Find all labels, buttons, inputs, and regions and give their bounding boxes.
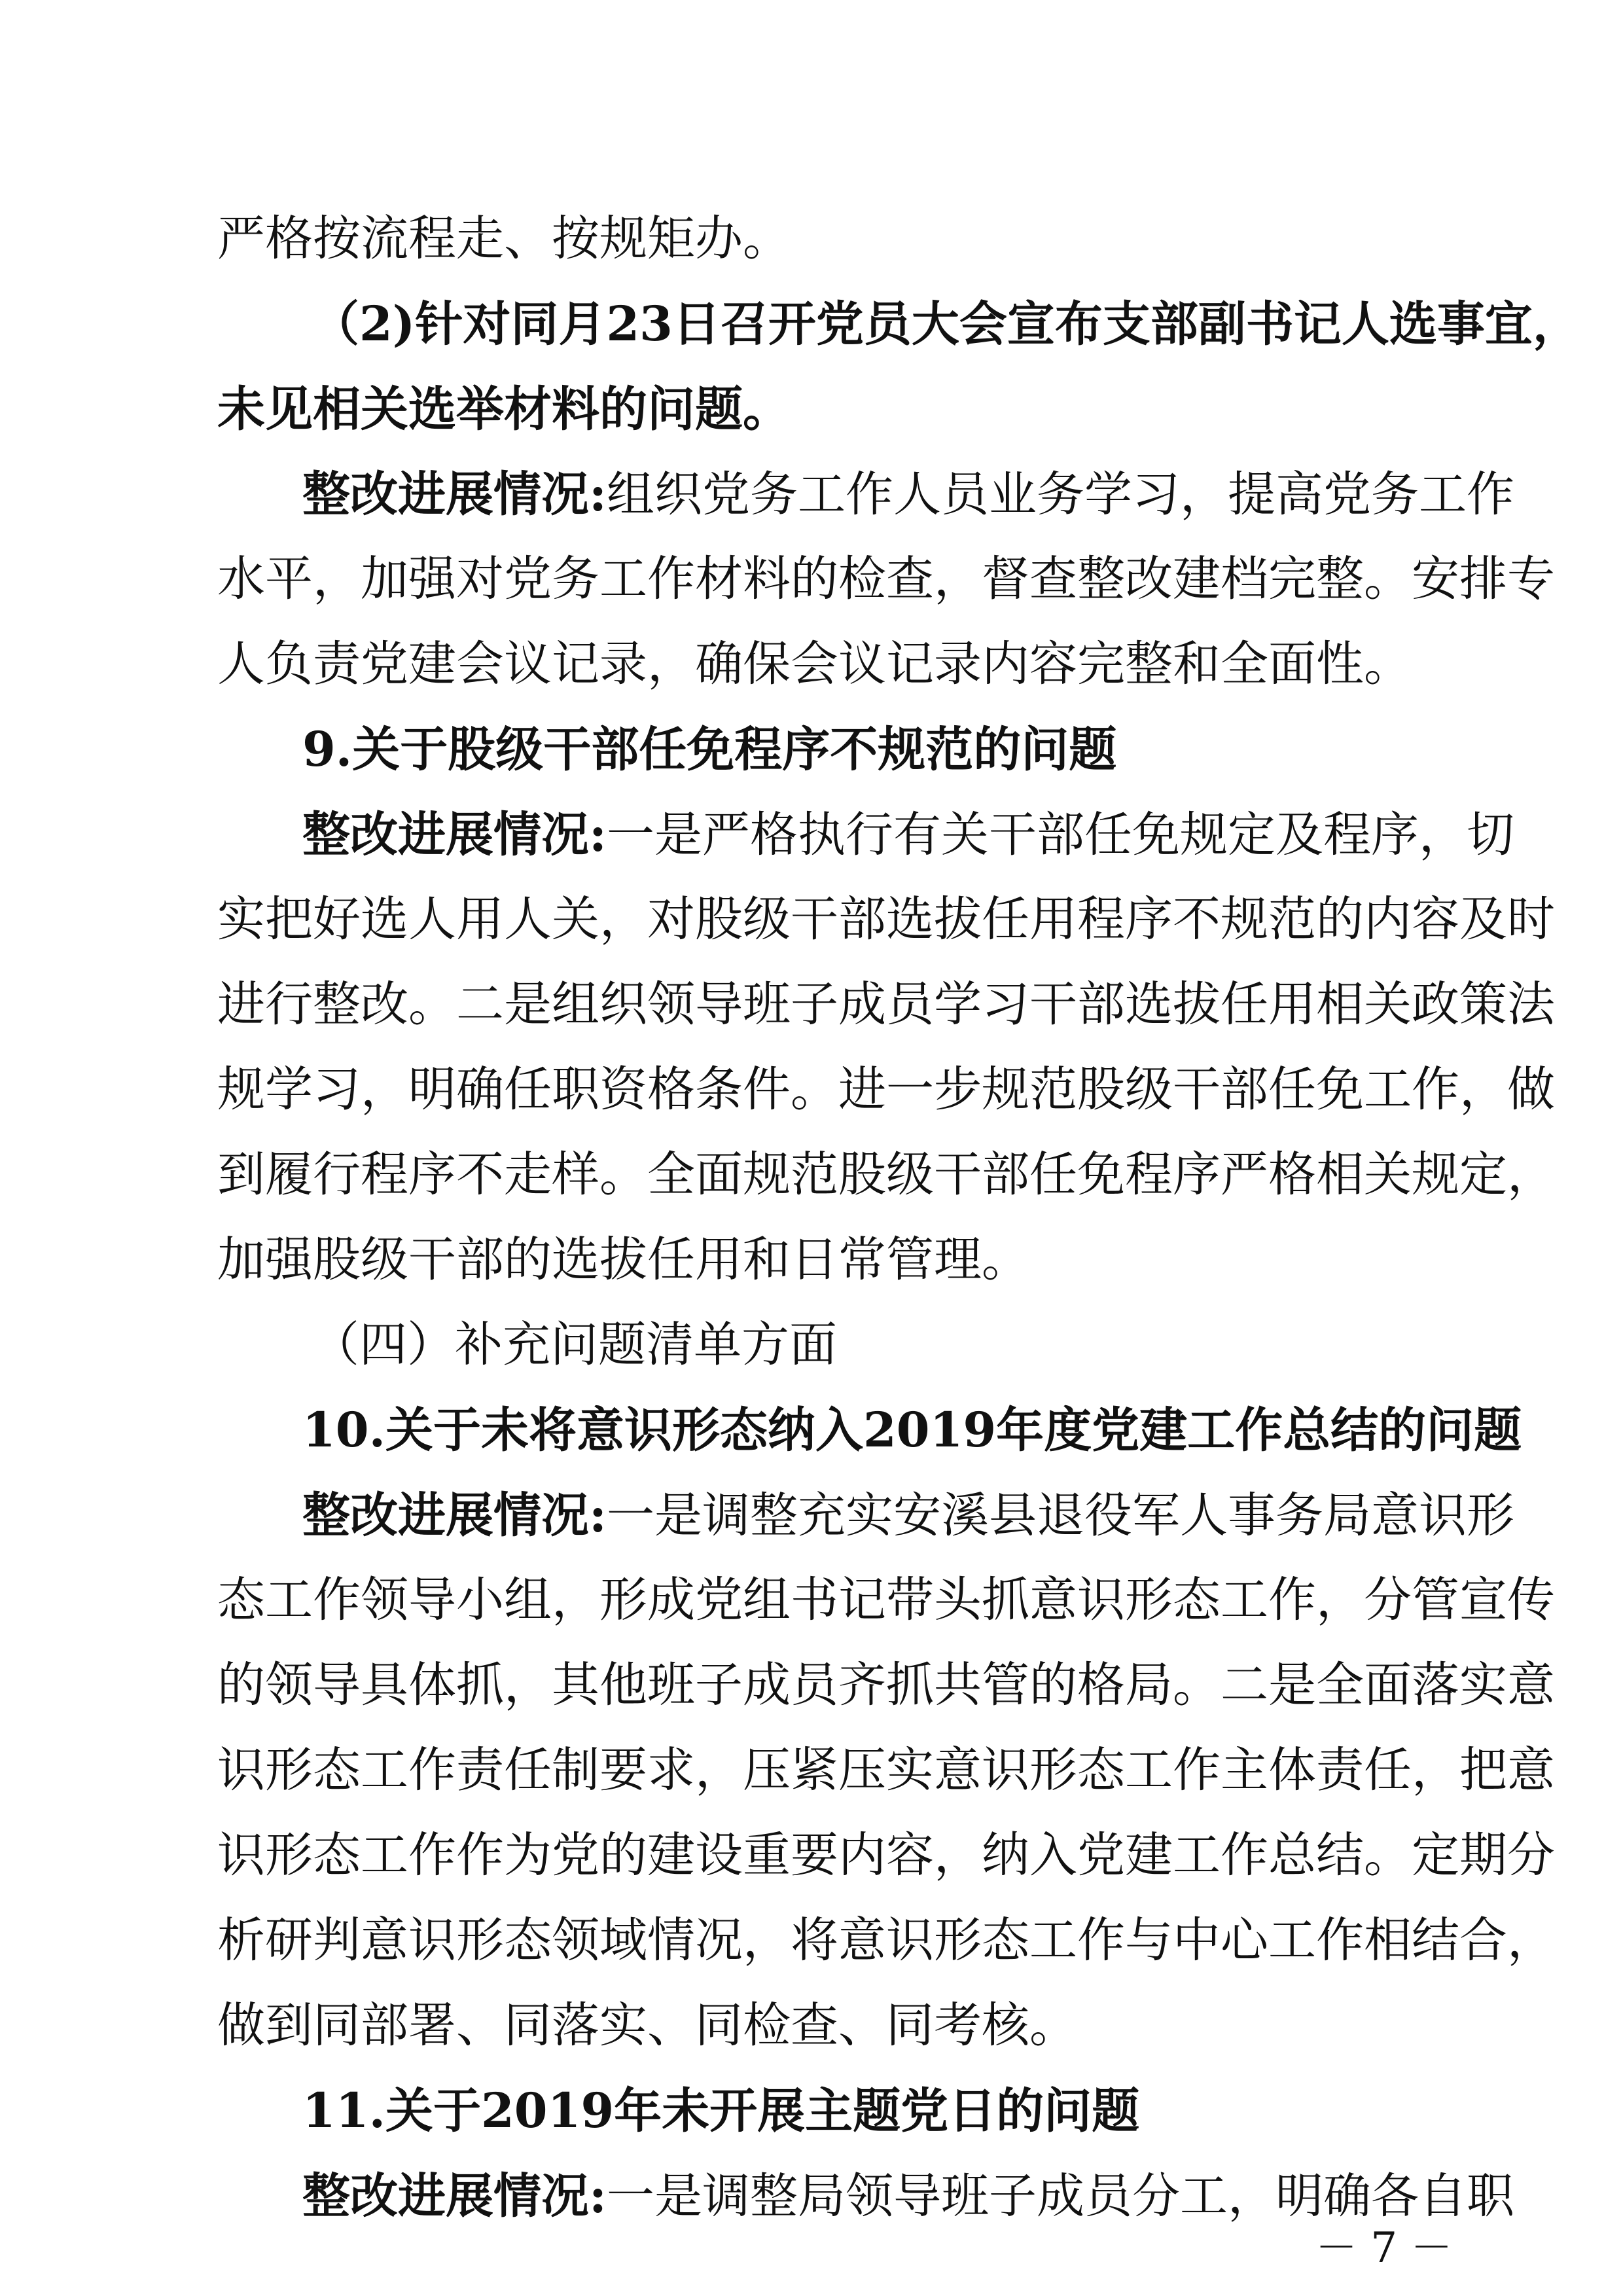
body-text-line: 做到同部署、同落实、同检查、同考核。 — [217, 1998, 1077, 2053]
progress-text: 一是调整充实安溪县退役军人事务局意识形 — [606, 1488, 1514, 1543]
section-heading: 9.关于股级干部任免程序不规范的问题 — [302, 721, 1117, 778]
progress-label: 整改进展情况: — [302, 1487, 607, 1543]
section-heading: 10.关于未将意识形态纳入2019年度党建工作总结的问题 — [302, 1402, 1522, 1458]
page-number: － 7 － — [1315, 2224, 1453, 2272]
progress-text: 一是调整局领导班子成员分工，明确各自职 — [606, 2168, 1514, 2224]
progress-paragraph-line — [302, 445, 1514, 543]
body-text-line: 识形态工作作为党的建设重要内容，纳入党建工作总结。定期分 — [217, 1827, 1555, 1883]
section-heading: 11.关于2019年未开展主题党日的问题 — [302, 2083, 1140, 2139]
progress-paragraph-line — [302, 1466, 1514, 1564]
body-text-line: 到履行程序不走样。全面规范股级干部任免程序严格相关规定， — [217, 1147, 1555, 1202]
body-text-line: 水平，加强对党务工作材料的检查，督查整改建档完整。安排专 — [217, 551, 1555, 607]
body-text-line: 的领导具体抓，其他班子成员齐抓共管的格局。二是全面落实意 — [217, 1657, 1555, 1713]
body-text-line: 严格按流程走、按规矩办。 — [217, 211, 791, 266]
body-text-line: 人负责党建会议记录，确保会议记录内容完整和全面性。 — [217, 636, 1412, 692]
progress-label: 整改进展情况: — [302, 806, 607, 863]
body-text-line: 规学习，明确任职资格条件。进一步规范股级干部任免工作，做 — [217, 1062, 1555, 1117]
progress-label: 整改进展情况: — [302, 2168, 607, 2224]
subsection-heading: （四）补充问题清单方面 — [312, 1317, 837, 1372]
body-text-line: 态工作领导小组，形成党组书记带头抓意识形态工作，分管宣传 — [217, 1572, 1555, 1628]
progress-text: 一是严格执行有关干部任免规定及程序，切 — [606, 807, 1514, 863]
progress-paragraph-line — [302, 2147, 1514, 2245]
issue-heading-line: （2)针对同月23日召开党员大会宣布支部副书记人选事宜， — [312, 296, 1580, 352]
progress-label: 整改进展情况: — [302, 466, 607, 522]
progress-paragraph-line — [302, 785, 1514, 884]
body-text-line: 进行整改。二是组织领导班子成员学习干部选拔任用相关政策法 — [217, 977, 1555, 1032]
progress-text: 组织党务工作人员业务学习，提高党务工作 — [606, 467, 1514, 522]
issue-heading-line: 未见相关选举材料的问题。 — [217, 381, 791, 437]
body-text-line: 识形态工作责任制要求，压紧压实意识形态工作主体责任，把意 — [217, 1742, 1555, 1798]
body-text-line: 析研判意识形态领域情况，将意识形态工作与中心工作相结合， — [217, 1912, 1555, 1968]
body-text-line: 加强股级干部的选拔任用和日常管理。 — [217, 1232, 1029, 1287]
body-text-line: 实把好选人用人关，对股级干部选拔任用程序不规范的内容及时 — [217, 891, 1555, 947]
